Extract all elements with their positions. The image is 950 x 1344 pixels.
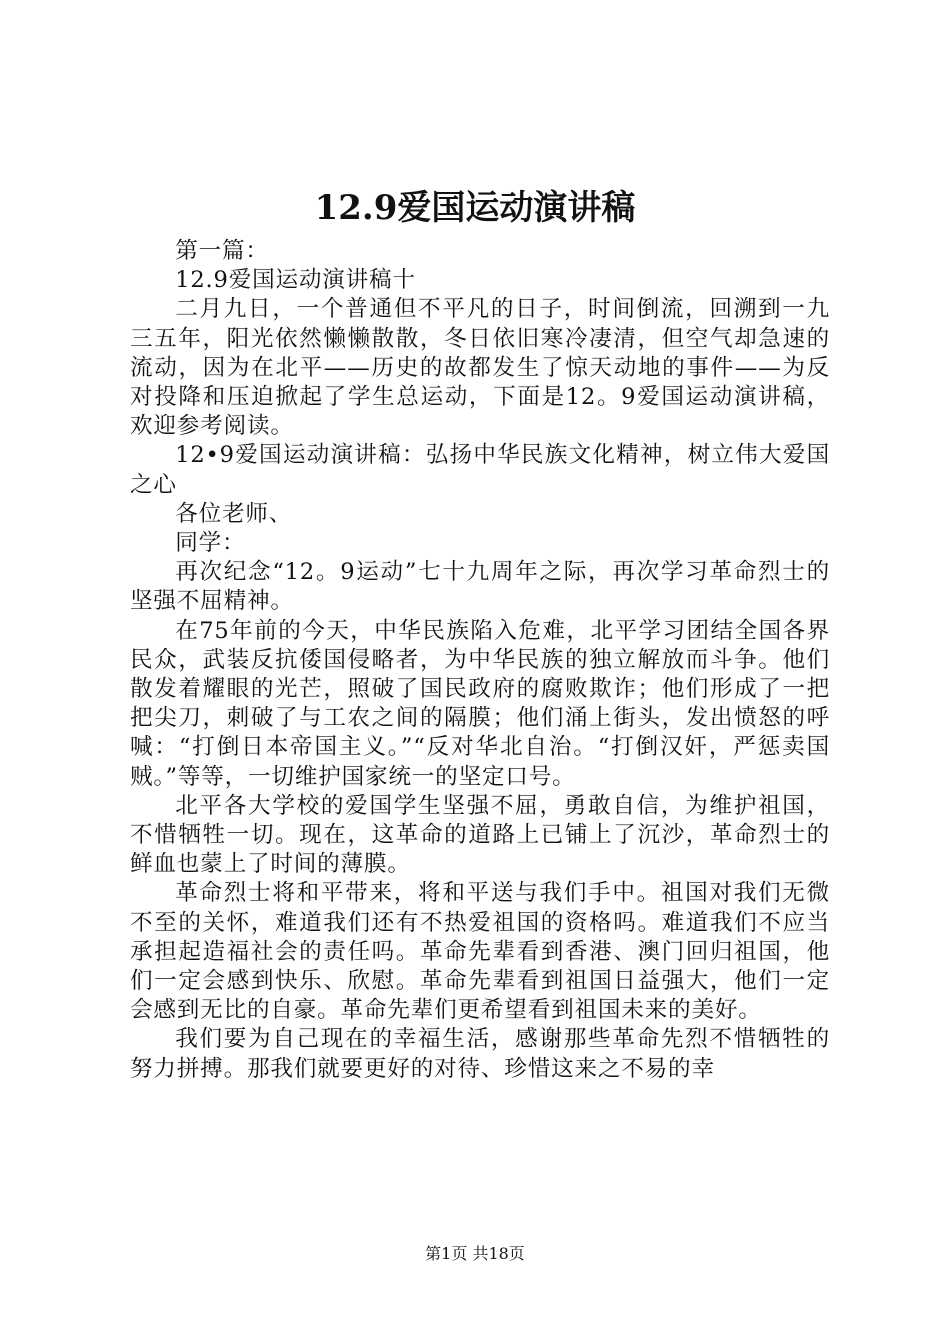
paragraph: 革命烈士将和平带来，将和平送与我们手中。祖国对我们无微不至的关怀，难道我们还有不热爱祖国的资格吗。难道我们不应当承担起造福社会的责任吗。革命先辈看到香港、澳门回归祖国，他们一定会感到快乐、欣慰。革命先辈看到祖国日益强大，他们一定会感到无比的自豪。革命先辈们更希望看到祖国未来的美好。 <box>130 880 830 1024</box>
paragraph: 在75年前的今天，中华民族陷入危难，北平学习团结全国各界民众，武装反抗倭国侵略者，为中华民族的独立解放而斗争。他们散发着耀眼的光芒，照破了国民政府的腐败欺诈；他们形成了一把把尖刀，刺破了与工农之间的隔膜；他们涌上街头，发出愤怒的呼喊：“打倒日本帝国主义。”“反对华北自治。“打倒汉奸，严惩卖国贼。”等等，一切维护国家统一的坚定口号。 <box>130 617 830 790</box>
paragraph: 12.9爱国运动演讲稿十 <box>175 267 416 294</box>
paragraph: 第一篇： <box>175 238 269 264</box>
paragraph: 再次纪念“12。9运动”七十九周年之际，再次学习革命烈士的坚强不屈精神。 <box>130 559 830 615</box>
paragraph: 各位老师、 <box>175 500 293 527</box>
paragraph: 我们要为自己现在的幸福生活，感谢那些革命先烈不惜牺牲的努力拼搏。那我们就要更好的对待、珍惜这来之不易的幸 <box>130 1026 830 1082</box>
document-body <box>130 237 830 1084</box>
paragraph: 二月九日，一个普通但不平凡的日子，时间倒流，回溯到一九三五年，阳光依然懒懒散散，冬日依旧寒冷凄清，但空气却急速的流动，因为在北平——历史的故都发生了惊天动地的事件——为反对投降和压迫掀起了学生总运动，下面是12。9爱国运动演讲稿，欢迎参考阅读。 <box>130 296 830 440</box>
paragraph: 北平各大学校的爱国学生坚强不屈，勇敢自信，为维护祖国，不惜牺牲一切。现在，这革命的道路上已铺上了沉沙，革命烈士的鲜血也蒙上了时间的薄膜。 <box>130 792 830 878</box>
page-title: 12.9爱国运动演讲稿 <box>314 188 636 228</box>
page-footer: 第1页 共18页 <box>425 1244 525 1263</box>
paragraph: 12•9爱国运动演讲稿：弘扬中华民族文化精神，树立伟大爱国之心 <box>130 442 830 498</box>
paragraph: 同学： <box>175 530 246 557</box>
